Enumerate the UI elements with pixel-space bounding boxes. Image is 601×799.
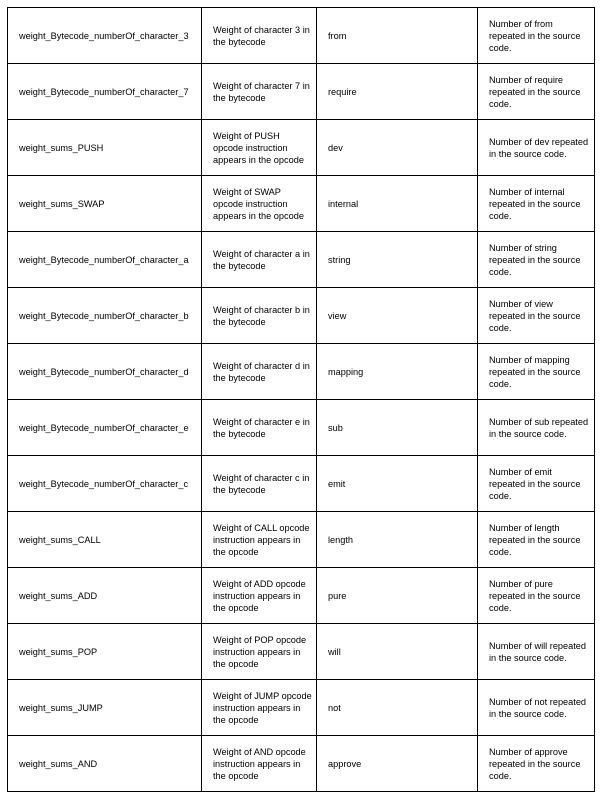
keyword-cell: length (317, 512, 478, 568)
feature-name-cell: weight_sums_SWAP (8, 176, 202, 232)
feature-name-cell: weight_Bytecode_numberOf_character_b (8, 288, 202, 344)
table-row (8, 624, 595, 680)
feature-description-cell: Weight of POP opcode instruction appears in the opcode (202, 624, 317, 680)
keyword-description-cell: Number of internal repeated in the source code. (478, 176, 595, 232)
feature-name-cell: weight_sums_ADD (8, 568, 202, 624)
feature-name-cell: weight_Bytecode_numberOf_character_c (8, 456, 202, 512)
keyword-cell: not (317, 680, 478, 736)
keyword-description-cell: Number of will repeated in the source code. (478, 624, 595, 680)
feature-description-cell: Weight of character d in the bytecode (202, 344, 317, 400)
keyword-description-cell: Number of view repeated in the source code. (478, 288, 595, 344)
table-row (8, 680, 595, 736)
keyword-description-cell: Number of require repeated in the source code. (478, 64, 595, 120)
keyword-cell: require (317, 64, 478, 120)
table-row (8, 512, 595, 568)
feature-description-cell: Weight of character c in the bytecode (202, 456, 317, 512)
feature-name-cell: weight_sums_PUSH (8, 120, 202, 176)
keyword-cell: sub (317, 400, 478, 456)
feature-description-cell: Weight of character 7 in the bytecode (202, 64, 317, 120)
feature-description-cell: Weight of ADD opcode instruction appears in the opcode (202, 568, 317, 624)
table-row (8, 736, 595, 792)
table-row (8, 456, 595, 512)
feature-name-cell: weight_sums_CALL (8, 512, 202, 568)
feature-description-cell: Weight of SWAP opcode instruction appears in the opcode (202, 176, 317, 232)
keyword-description-cell: Number of from repeated in the source code. (478, 8, 595, 64)
table-row (8, 400, 595, 456)
feature-table (7, 7, 595, 792)
feature-name-cell: weight_Bytecode_numberOf_character_e (8, 400, 202, 456)
keyword-cell: string (317, 232, 478, 288)
keyword-cell: dev (317, 120, 478, 176)
feature-name-cell: weight_sums_JUMP (8, 680, 202, 736)
table-row (8, 120, 595, 176)
table-row (8, 568, 595, 624)
keyword-description-cell: Number of mapping repeated in the source code. (478, 344, 595, 400)
keyword-description-cell: Number of pure repeated in the source code. (478, 568, 595, 624)
keyword-description-cell: Number of emit repeated in the source code. (478, 456, 595, 512)
table-row (8, 8, 595, 64)
keyword-cell: approve (317, 736, 478, 792)
keyword-description-cell: Number of length repeated in the source code. (478, 512, 595, 568)
feature-name-cell: weight_sums_AND (8, 736, 202, 792)
keyword-description-cell: Number of dev repeated in the source code. (478, 120, 595, 176)
keyword-description-cell: Number of approve repeated in the source code. (478, 736, 595, 792)
keyword-cell: internal (317, 176, 478, 232)
feature-name-cell: weight_Bytecode_numberOf_character_d (8, 344, 202, 400)
feature-name-cell: weight_Bytecode_numberOf_character_3 (8, 8, 202, 64)
table-row (8, 64, 595, 120)
keyword-cell: will (317, 624, 478, 680)
feature-description-cell: Weight of PUSH opcode instruction appears in the opcode (202, 120, 317, 176)
keyword-description-cell: Number of sub repeated in the source code. (478, 400, 595, 456)
feature-description-cell: Weight of JUMP opcode instruction appears in the opcode (202, 680, 317, 736)
keyword-description-cell: Number of string repeated in the source code. (478, 232, 595, 288)
keyword-cell: mapping (317, 344, 478, 400)
feature-description-cell: Weight of character a in the bytecode (202, 232, 317, 288)
table-row (8, 232, 595, 288)
feature-description-cell: Weight of AND opcode instruction appears in the opcode (202, 736, 317, 792)
keyword-description-cell: Number of not repeated in the source code. (478, 680, 595, 736)
feature-description-cell: Weight of character 3 in the bytecode (202, 8, 317, 64)
keyword-cell: view (317, 288, 478, 344)
feature-description-cell: Weight of CALL opcode instruction appears in the opcode (202, 512, 317, 568)
table-row (8, 344, 595, 400)
feature-name-cell: weight_sums_POP (8, 624, 202, 680)
feature-description-cell: Weight of character e in the bytecode (202, 400, 317, 456)
keyword-cell: pure (317, 568, 478, 624)
keyword-cell: from (317, 8, 478, 64)
feature-description-cell: Weight of character b in the bytecode (202, 288, 317, 344)
table-row (8, 176, 595, 232)
table-row (8, 288, 595, 344)
feature-table-body (8, 8, 595, 792)
keyword-cell: emit (317, 456, 478, 512)
feature-name-cell: weight_Bytecode_numberOf_character_a (8, 232, 202, 288)
feature-name-cell: weight_Bytecode_numberOf_character_7 (8, 64, 202, 120)
